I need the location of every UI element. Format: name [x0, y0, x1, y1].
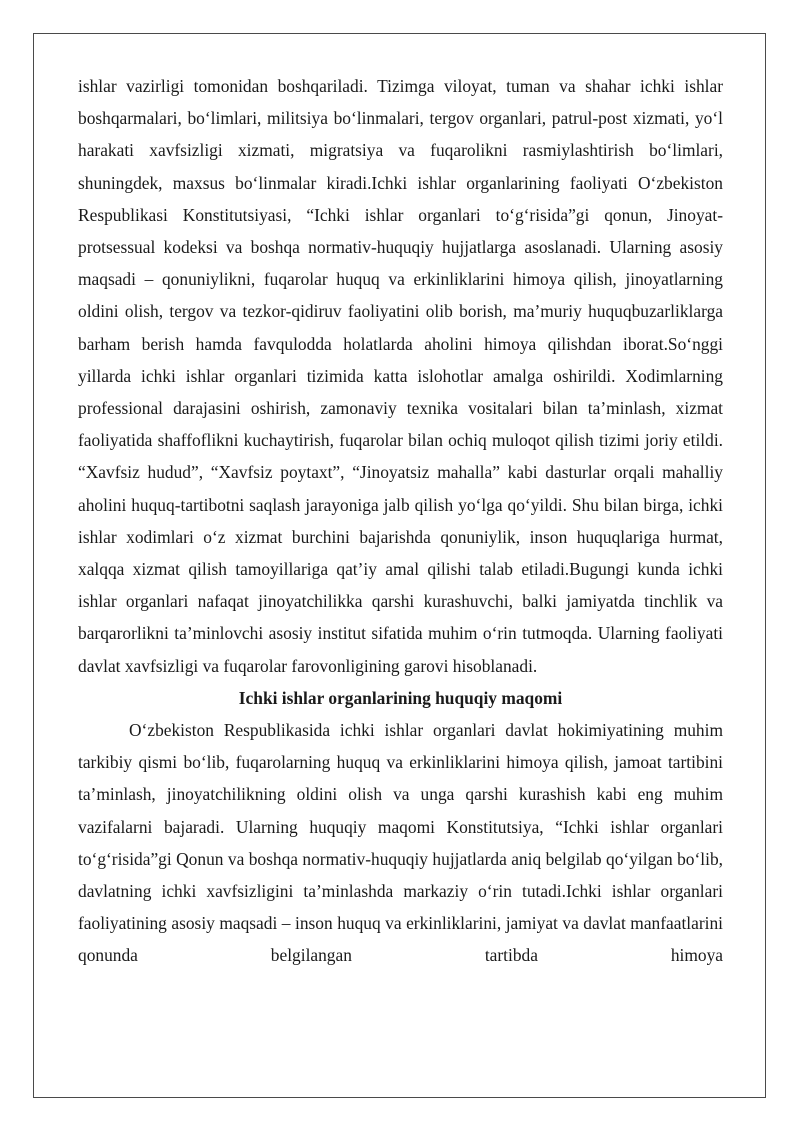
document-body [78, 70, 723, 972]
section-heading: Ichki ishlar organlarining huquqiy maqomi [238, 687, 563, 708]
body-paragraph-2: O‘zbekiston Respublikasida ichki ishlar organlari davlat hokimiyatining muhim tarkibiy qismi bo‘lib, fuqarolarning huquq va erkinliklarini himoya qilish, jamoat tartibini ta’minlash, jinoyatchilikning oldini olish va unga qarshi kurashish kabi eng muhim vazifalarni bajaradi. Ularning huquqiy maqomi Konstitutsiya, “Ichki ishlar organlari to‘g‘risida”gi Qonun va boshqa normativ-huquqiy hujjatlarda aniq belgilab qo‘yilgan bo‘lib, davlatning ichki xavfsizligini ta’minlashda markaziy o‘rin tutadi.Ichki ishlar organlari faoliyatining asosiy maqsadi – inson huquq va erkinliklarini, jamiyat va davlat manfaatlarini qonunda belgilangan tartibda himoya [78, 720, 723, 966]
body-paragraph-1: ishlar vazirligi tomonidan boshqariladi. Tizimga viloyat, tuman va shahar ichki ishlar boshqarmalari, bo‘limlari, militsiya bo‘linmalari, tergov organlari, patrul-post xizmati, yo‘l harakati xavfsizligi xizmati, migratsiya va fuqarolikni rasmiylashtirish bo‘limlari, shuningdek, maxsus bo‘linmalar kiradi.Ichki ishlar organlarining faoliyati O‘zbekiston Respublikasi Konstitutsiyasi, “Ichki ishlar organlari to‘g‘risida”gi qonun, Jinoyat-protsessual kodeksi va boshqa normativ-huquqiy hujjatlarga asoslanadi. Ularning asosiy maqsadi – qonuniylikni, fuqarolar huquq va erkinliklarini himoya qilish, jinoyatlarning oldini olish, tergov va tezkor-qidiruv faoliyatini olib borish, ma’muriy huquqbuzarliklarga barham berish hamda favqulodda holatlarda aholini himoya qilishdan iborat.So‘nggi yillarda ichki ishlar organlari tizimida katta islohotlar amalga oshirildi. Xodimlarning professional darajasini oshirish, zamonaviy texnika vositalari bilan ta’minlash, xizmat faoliyatida shaffoflikni kuchaytirish, fuqarolar bilan ochiq muloqot qilish tizimi joriy etildi. “Xavfsiz hudud”, “Xavfsiz poytaxt”, “Jinoyatsiz mahalla” kabi dasturlar orqali mahalliy aholini huquq-tartibotni saqlash jarayoniga jalb qilish yo‘lga qo‘yildi. Shu bilan birga, ichki ishlar xodimlari o‘z xizmat burchini bajarishda qonuniylik, inson huquqlariga hurmat, xalqqa xizmat qilish tamoyillariga qat’iy amal qilishi talab etiladi.Bugungi kunda ichki ishlar organlari nafaqat jinoyatchilikka qarshi kurashuvchi, balki jamiyatda tinchlik va barqarorlikni ta’minlovchi asosiy institut sifatida muhim o‘rin tutmoqda. Ularning faoliyati davlat xavfsizligi va fuqarolar farovonligining garovi hisoblanadi. [78, 76, 723, 676]
